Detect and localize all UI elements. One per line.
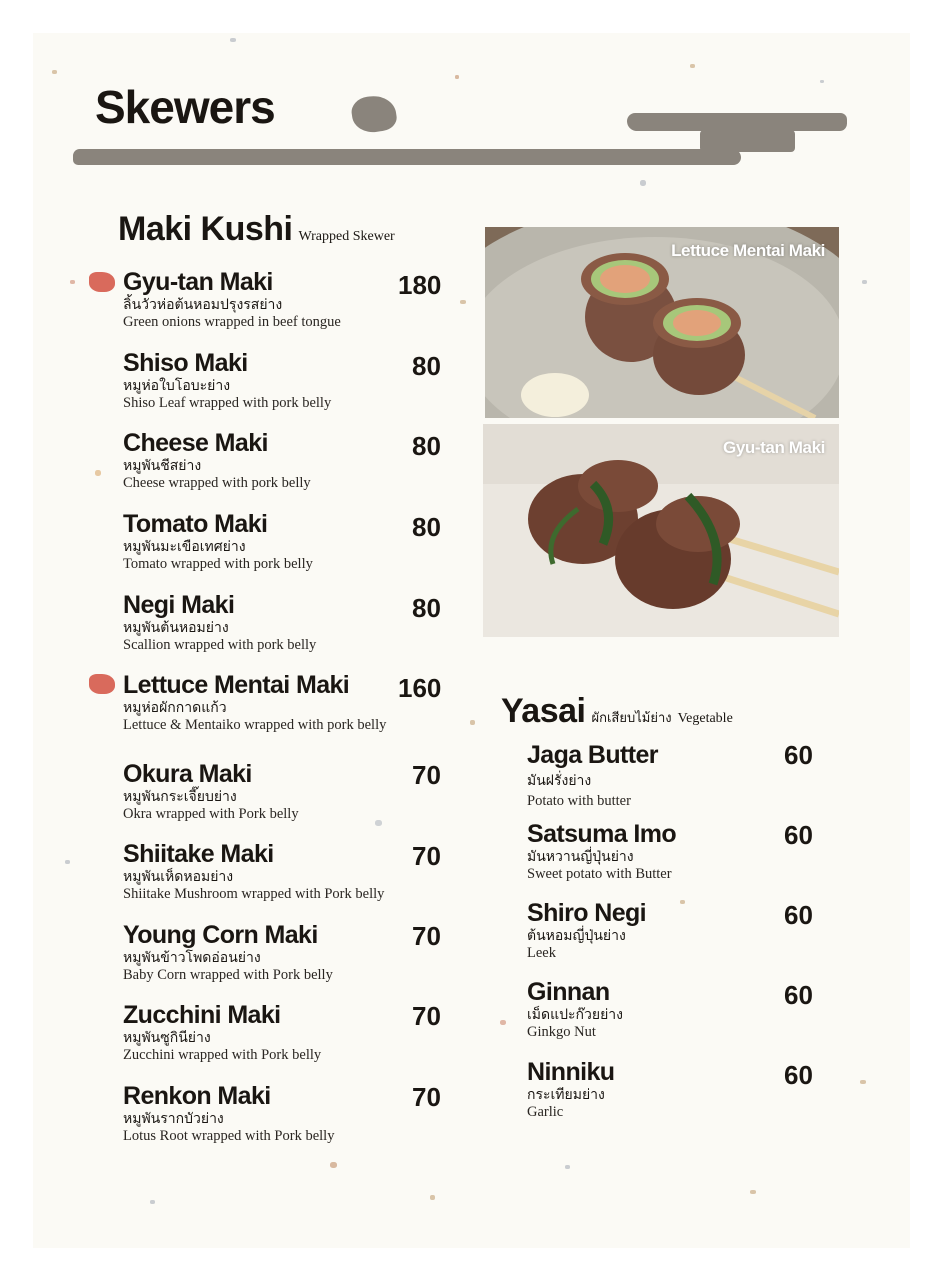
menu-item-price: 60 xyxy=(784,820,813,850)
menu-item: Tomato Maki หมูพันมะเขือเทศย่าง Tomato wrapped with pork belly xyxy=(123,510,313,572)
menu-item-price: 60 xyxy=(784,740,813,770)
menu-item-price: 80 xyxy=(412,431,441,461)
section-title: Yasai xyxy=(501,692,586,730)
photo-caption: Lettuce Mentai Maki xyxy=(671,241,825,260)
recommended-mark-icon xyxy=(89,674,115,694)
section-subtitle: Wrapped Skewer xyxy=(298,229,395,244)
menu-item: Young Corn Maki หมูพันข้าวโพดอ่อนย่าง Baby Corn wrapped with Pork belly xyxy=(123,921,333,983)
menu-item-price: 70 xyxy=(412,841,441,871)
photo-gyu-tan-maki xyxy=(483,424,839,637)
menu-item-price: 80 xyxy=(412,512,441,542)
section-title: Maki Kushi xyxy=(118,210,293,248)
menu-item: Negi Maki หมูพันต้นหอมย่าง Scallion wrapped with pork belly xyxy=(123,591,317,653)
photo-caption: Gyu-tan Maki xyxy=(723,438,825,457)
menu-item-price: 70 xyxy=(412,921,441,951)
menu-item: Ninniku กระเทียมย่าง Garlic xyxy=(527,1058,615,1120)
menu-item-price: 180 xyxy=(398,270,442,300)
menu-item: Renkon Maki หมูพันรากบัวย่าง Lotus Root wrapped with Pork belly xyxy=(123,1082,335,1144)
menu-item: Lettuce Mentai Maki หมูห่อผักกาดแก้ว Lettuce & Mentaiko wrapped with pork belly xyxy=(123,671,387,733)
recommended-mark-icon xyxy=(89,272,115,292)
menu-item-price: 70 xyxy=(412,1001,441,1031)
page-title: Skewers xyxy=(95,81,275,133)
menu-item: Zucchini Maki หมูพันซูกินีย่าง Zucchini wrapped with Pork belly xyxy=(123,1001,322,1063)
section-subtitle: Vegetable xyxy=(677,711,733,726)
menu-item-price: 80 xyxy=(412,593,441,623)
section-header-maki-kushi xyxy=(118,210,395,249)
menu-item-price: 80 xyxy=(412,351,441,381)
section-header-yasai xyxy=(501,692,733,731)
menu-item: Ginnan เม็ดแปะก๊วยย่าง Ginkgo Nut xyxy=(527,978,623,1040)
menu-item: Shiro Negi ต้นหอมญี่ปุ่นย่าง Leek xyxy=(527,899,647,961)
menu-item: Shiitake Maki หมูพันเห็ดหอมย่าง Shiitake Mushroom wrapped with Pork belly xyxy=(123,840,385,902)
photo-lettuce-mentai-maki xyxy=(485,227,839,418)
menu-item: Satsuma Imo มันหวานญี่ปุ่นย่าง Sweet potato with Butter xyxy=(527,820,677,882)
menu-item-price: 60 xyxy=(784,980,813,1010)
section-subtitle-thai: ผักเสียบไม้ย่าง xyxy=(591,711,672,726)
menu-item: Okura Maki หมูพันกระเจี๊ยบย่าง Okra wrapped with Pork belly xyxy=(123,760,299,822)
menu-item-price: 70 xyxy=(412,760,441,790)
menu-item-price: 60 xyxy=(784,1060,813,1090)
menu-item-price: 160 xyxy=(398,673,442,703)
menu-item: Jaga Butter มันฝรั่งย่าง Potato with butter xyxy=(527,741,658,809)
menu-item-price: 70 xyxy=(412,1082,441,1112)
menu-item: Cheese Maki หมูพันชีสย่าง Cheese wrapped with pork belly xyxy=(123,429,311,491)
menu-item: Shiso Maki หมูห่อใบโอบะย่าง Shiso Leaf wrapped with pork belly xyxy=(123,349,332,411)
menu-item-price: 60 xyxy=(784,900,813,930)
menu-item: Gyu-tan Maki ลิ้นวัวห่อต้นหอมปรุงรสย่าง Green onions wrapped in beef tongue xyxy=(123,268,341,330)
